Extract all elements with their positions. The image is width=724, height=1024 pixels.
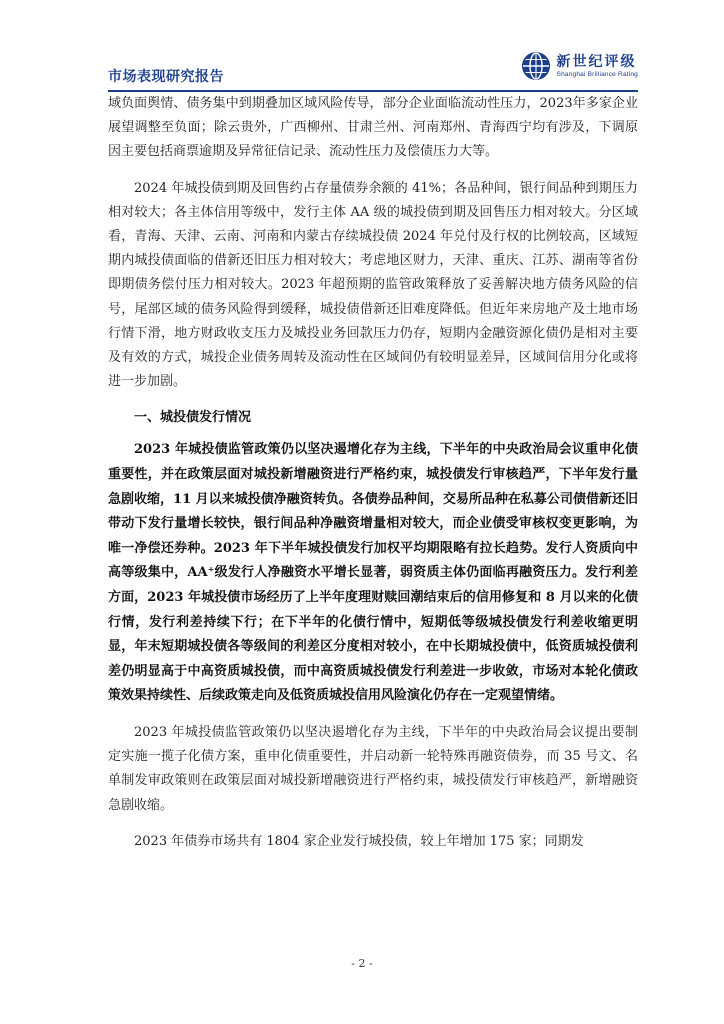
brand-globe-icon	[521, 51, 551, 81]
summary-paragraph: 2023 年城投债监管政策仍以坚决遏增化存为主线，下半年的中央政治局会议重申化债重要性，并在政策层面对城投新增融资进行严格约束，城投债发行审核趋严，下半年发行量急剧收缩，11 月以来城投债净融资转负。各债券品种间，交易所品种在私募公司债借新还旧带动下发行量增长较快，银行间品种净融资增量相对较大，而企业债受审核权变更影响，为唯一净偿还券种。2023 年下半年城投债发行加权平均期限略有拉长趋势。发行人资质向中高等级集中，AA⁺级发行人净融资水平增长显著，弱资质主体仍面临再融资压力。发行利差方面，2023 年城投债市场经历了上半年度理财赎回潮结束后的信用修复和 8 月以来的化债行情，发行利差持续下行；在下半年的化债行情中，短期低等级城投债发行利差收缩更明显，年末短期城投债各等级间的利差区分度相对较小，在中长期城投债中，低资质城投债利差仍明显高于中高资质城投债，而中高资质城投债发行利差进一步收敛，市场对本轮化债政策效果持续性、后续政策走向及低资质城投信用风险演化仍存在一定观望情绪。	[108, 442, 638, 704]
report-body	[108, 92, 638, 854]
brand-logo	[521, 48, 638, 84]
page-number: - 2 -	[351, 957, 373, 970]
body-paragraph: 2024 年城投债到期及回售约占存量债券余额的 41%；各品种间，银行间品种到期压力相对较大；各主体信用等级中，发行主体 AA 级的城投债到期及回售压力相对较大。分区域看，青海、天津、云南、河南和内蒙古存续城投债 2024 年兑付及行权的比例较高，区域短期内城投债面临的借新还旧压力相对较大；考虑地区财力，天津、重庆、江苏、湖南等省份即期债务偿付压力相对较大。2023 年超预期的监管政策释放了妥善解决地方债务风险的信号，尾部区域的债务风险得到缓释，城投债借新还旧难度降低。但近年来房地产及土地市场行情下滑，地方财政收支压力及城投业务回款压力仍存，短期内金融资源化债仍是相对主要及有效的方式，城投企业债务周转及流动性在区域间仍有较明显差异，区域间信用分化或将进一步加剧。	[108, 180, 638, 390]
section-heading: 一、城投债发行情况	[134, 410, 252, 426]
body-paragraph: 2023 年城投债监管政策仍以坚决遏增化存为主线，下半年的中央政治局会议提出要制定实施一揽子化债方案，重申化债重要性，并启动新一轮特殊再融资债券，而 35 号文、名单制发审政策则在政策层面对城投新增融资进行严格约束，城投债发行审核趋严，新增融资急剧收缩。	[108, 724, 638, 813]
body-paragraph: 域负面舆情、债务集中到期叠加区域风险传导，部分企业面临流动性压力，2023年多家企业展望调整至负面；除云贵外，广西柳州、甘肃兰州、河南郑州、青海西宁均有涉及，下调原因主要包括商票逾期及异常征信记录、流动性压力及偿债压力大等。	[108, 96, 638, 160]
brand-wordmark	[557, 54, 638, 79]
report-title: 市场表现研究报告	[108, 69, 224, 85]
brand-name-en: Shanghai Brilliance Rating	[556, 70, 638, 78]
page-header	[108, 44, 638, 92]
brand-name-cn: 新世纪评级	[556, 53, 637, 70]
body-paragraph: 2023 年债券市场共有 1804 家企业发行城投债，较上年增加 175 家；同期发	[134, 833, 584, 849]
